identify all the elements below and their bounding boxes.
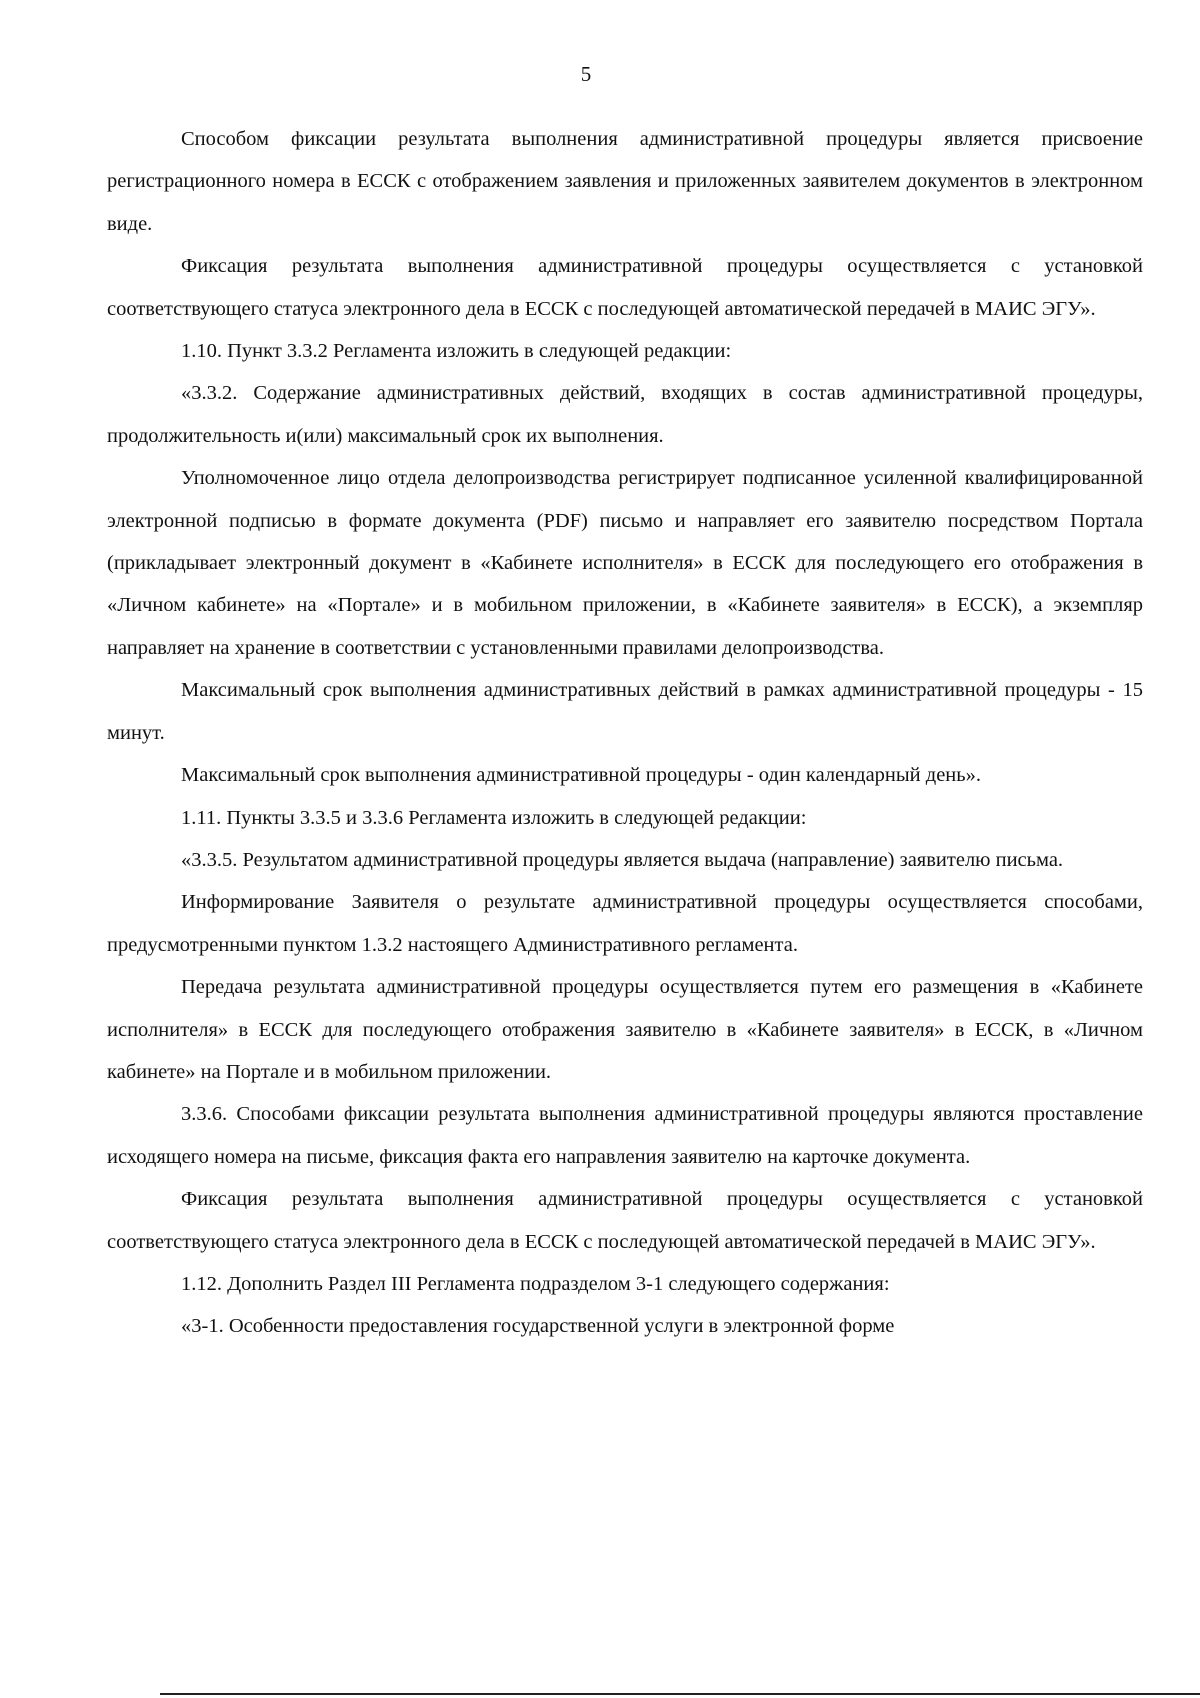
paragraph-informing-applicant: Информирование Заявителя о результате административной процедуры осуществляется способами, предусмотренными пунктом 1.3.2 настоящего Административного регламента. bbox=[107, 891, 1143, 956]
paragraph-amendment-1-12: 1.12. Дополнить Раздел III Регламента подразделом 3-1 следующего содержания: bbox=[181, 1272, 890, 1295]
bottom-scan-edge-line bbox=[160, 1693, 1200, 1695]
paragraph-3-3-6-fixation: 3.3.6. Способами фиксации результата выполнения административной процедуры являются проставление исходящего номера на письме, фиксация факта его направления заявителю на карточке документа. bbox=[107, 1103, 1143, 1168]
document-body bbox=[107, 118, 1143, 1348]
paragraph-3-3-5-result: «3.3.5. Результатом административной процедуры является выдача (направление) заявителю письма. bbox=[181, 848, 1064, 871]
paragraph-amendment-1-10: 1.10. Пункт 3.3.2 Регламента изложить в следующей редакции: bbox=[181, 340, 732, 363]
paragraph-max-time-actions: Максимальный срок выполнения административных действий в рамках административной процедуры - 15 минут. bbox=[107, 679, 1143, 744]
paragraph-amendment-1-11: 1.11. Пункты 3.3.5 и 3.3.6 Регламента изложить в следующей редакции: bbox=[181, 806, 807, 829]
paragraph-result-transfer: Передача результата административной процедуры осуществляется путем его размещения в «Кабинете исполнителя» в ЕССК для последующего отображения заявителю в «Кабинете заявителя» в ЕССК, в «Личном кабинете» на Портале и в мобильном приложении. bbox=[107, 976, 1143, 1083]
paragraph-fixation-status: Фиксация результата выполнения административной процедуры осуществляется с установкой соответствующего статуса электронного дела в ЕССК с последующей автоматической передачей в МАИС ЭГУ». bbox=[107, 255, 1143, 320]
paragraph-fixation-method: Способом фиксации результата выполнения административной процедуры является присвоение регистрационного номера в ЕССК с отображением заявления и приложенных заявителем документов в электронном виде. bbox=[107, 128, 1143, 235]
paragraph-max-time-procedure: Максимальный срок выполнения административной процедуры - один календарный день». bbox=[181, 764, 982, 787]
page-number: 5 bbox=[580, 62, 592, 86]
paragraph-3-3-2-heading: «3.3.2. Содержание административных действий, входящих в состав административной процедуры, продолжительность и(или) максимальный срок их выполнения. bbox=[107, 382, 1143, 447]
paragraph-authorized-person: Уполномоченное лицо отдела делопроизводства регистрирует подписанное усиленной квалифицированной электронной подписью в формате документа (PDF) письмо и направляет его заявителю посредством Портала (прикладывает электронный документ в «Кабинете исполнителя» в ЕССК для последующего его отображения в «Личном кабинете» на «Портале» и в мобильном приложении, в «Кабинете заявителя» в ЕССК), а экземпляр направляет на хранение в соответствии с установленными правилами делопроизводства. bbox=[107, 467, 1143, 659]
paragraph-fixation-status-2: Фиксация результата выполнения административной процедуры осуществляется с установкой соответствующего статуса электронного дела в ЕССК с последующей автоматической передачей в МАИС ЭГУ». bbox=[107, 1188, 1143, 1253]
paragraph-section-3-1-heading: «3-1. Особенности предоставления государственной услуги в электронной форме bbox=[181, 1315, 895, 1338]
